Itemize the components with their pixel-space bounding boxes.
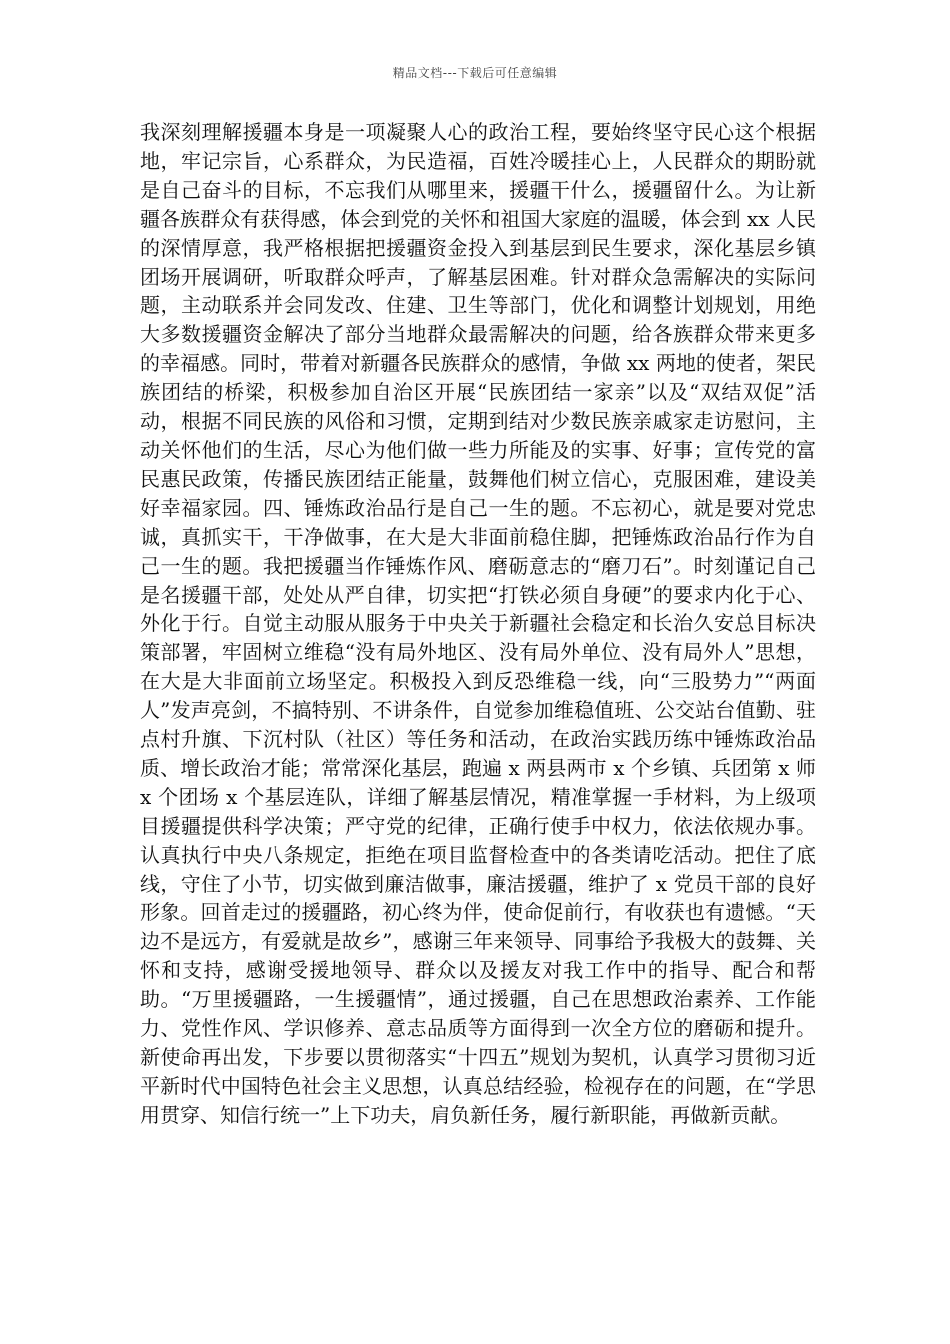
body-paragraph: 我深刻理解援疆本身是一项凝聚人心的政治工程，要始终坚守民心这个根据地，牢记宗旨，心系群众，为民造福，百姓冷暖挂心上，人民群众的期盼就是自己奋斗的目标，不忘我们从哪里来，援疆干什么，援疆留什么。为让新疆各族群众有获得感，体会到党的关怀和祖国大家庭的温暖，体会到 xx 人民的深情厚意，我严格根据把援疆资金投入到基层到民生要求，深化基层乡镇团场开展调研，听取群众呼声，了解基层困难。针对群众急需解决的实际问题，主动联系并会同发改、住建、卫生等部门，优化和调整计划规划，用绝大多数援疆资金解决了部分当地群众最需解决的问题，给各族群众带来更多的幸福感。同时，带着对新疆各民族群众的感情，争做 xx 两地的使者，架民族团结的桥梁，积极参加自治区开展“民族团结一家亲”以及“双结双促”活动，根据不同民族的风俗和习惯，定期到结对少数民族亲戚家走访慰问，主动关怀他们的生活，尽心为他们做一些力所能及的实事、好事；宣传党的富民惠民政策，传播民族团结正能量，鼓舞他们树立信心，克服困难，建设美好幸福家园。四、锤炼政治品行是自己一生的题。不忘初心，就是要对党忠诚，真抓实干，干净做事，在大是大非面前稳住脚，把锤炼政治品行作为自己一生的题。我把援疆当作锤炼作风、磨砺意志的“磨刀石”。时刻谨记自己是名援疆干部，处处从严自律，切实把“打铁必须自身硬”的要求内化于心、外化于行。自觉主动服从服务于中央关于新疆社会稳定和长治久安总目标决策部署，牢固树立维稳“没有局外地区、没有局外单位、没有局外人”思想，在大是大非面前立场坚定。积极投入到反恐维稳一线，向“三股势力”“两面人”发声亮剑，不搞特别、不讲条件，自觉参加维稳值班、公交站台值勤、驻点村升旗、下沉村队（社区）等任务和活动，在政治实践历练中锤炼政治品质、增长政治才能；常常深化基层，跑遍 x 两县两市 x 个乡镇、兵团第 x 师 x 个团场 x 个基层连队，详细了解基层情况，精准掌握一手材料，为上级项目援疆提供科学决策；严守党的纪律，正确行使手中权力，依法依规办事。认真执行中央八条规定，拒绝在项目监督检查中的各类请吃活动。把住了底线，守住了小节，切实做到廉洁做事，廉洁援疆，维护了 x 党员干部的良好形象。回首走过的援疆路，初心终为伴，使命促前行，有收获也有遗憾。“天边不是远方，有爱就是故乡”，感谢三年来领导、同事给予我极大的鼓舞、关怀和支持，感谢受援地领导、群众以及援友对我工作中的指导、配合和帮助。“万里援疆路，一生援疆情”，通过援疆，自己在思想政治素养、工作能力、党性作风、学识修养、意志品质等方面得到一次全方位的磨砺和提升。新使命再出发，下步要以贯彻落实“十四五”规划为契机，认真学习贯彻习近平新时代中国特色社会主义思想，认真总结经验，检视存在的问题，在“学思用贯穿、知信行统一”上下功夫，肩负新任务，履行新职能，再做新贡献。 (140, 120, 816, 1127)
page-header: 精品文档---下载后可任意编辑 (392, 66, 558, 80)
